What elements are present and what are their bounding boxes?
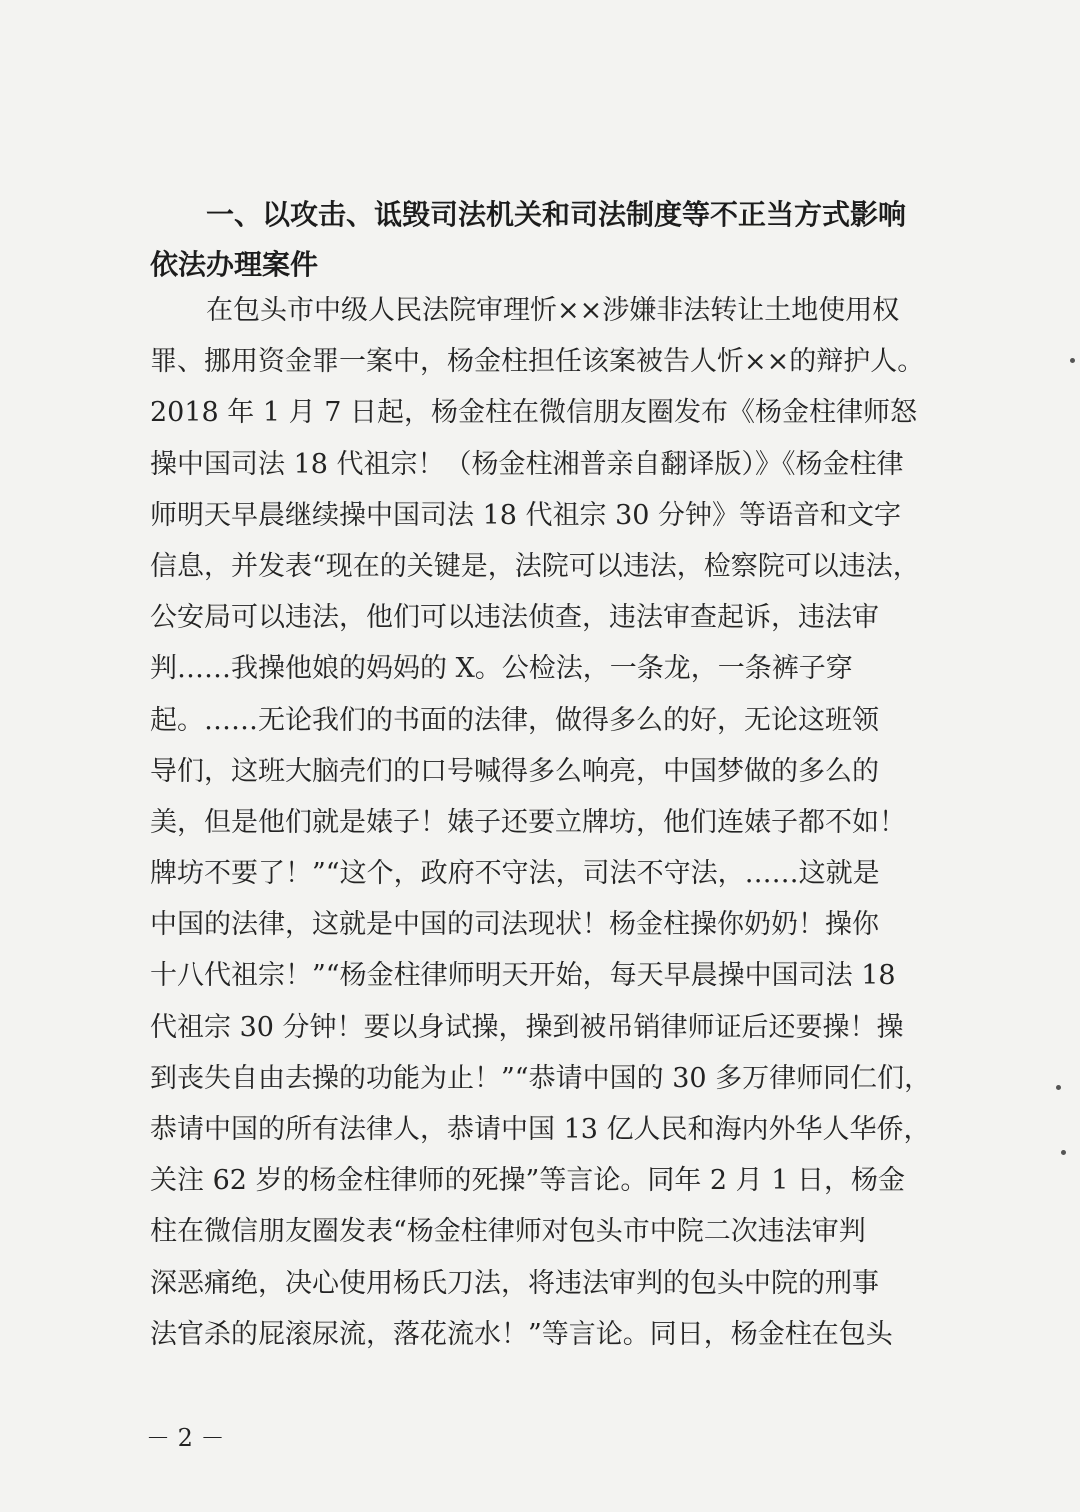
body-line: 起。……无论我们的书面的法律，做得多么的好，无论这班领 [150,704,879,736]
body-line: 深恶痛绝，决心使用杨氏刀法，将违法审判的包头中院的刑事 [150,1267,879,1299]
body-line: 师明天早晨继续操中国司法 18 代祖宗 30 分钟》等语音和文字 [150,499,902,531]
scan-speck [1070,358,1075,363]
body-line: 牌坊不要了！”“这个，政府不守法，司法不守法，……这就是 [150,858,880,890]
heading-line: 依法办理案件 [150,248,319,281]
scan-speck [1061,1150,1066,1155]
body-line: 操中国司法 18 代祖宗！（杨金柱湘普亲自翻译版）》《杨金柱律 [150,448,904,480]
body-line: 十八代祖宗！”“杨金柱律师明天开始，每天早晨操中国司法 18 [150,960,896,992]
body-line: 到丧失自由去操的功能为止！”“恭请中国的 30 多万律师同仁们， [150,1062,932,1094]
section-heading [150,190,960,290]
body-line: 关注 62 岁的杨金柱律师的死操”等言论。同年 2 月 1 日，杨金 [150,1165,906,1197]
body-line: 柱在微信朋友圈发表“杨金柱律师对包头市中院二次违法审判 [150,1216,866,1248]
scan-speck [1056,1085,1061,1090]
body-line: 在包头市中级人民法院审理忻××涉嫌非法转让土地使用权 [206,295,900,326]
body-line: 判……我操他娘的妈妈的 X。公检法，一条龙，一条裤子穿 [150,653,853,685]
body-line: 导们，这班大脑壳们的口号喊得多么响亮，中国梦做的多么的 [150,755,879,787]
body-line: 公安局可以违法，他们可以违法侦查，违法审查起诉，违法审 [150,602,879,634]
body-line: 代祖宗 30 分钟！要以身试操，操到被吊销律师证后还要操！操 [150,1011,904,1043]
body-line: 美，但是他们就是婊子！婊子还要立牌坊，他们连婊子都不如！ [150,806,906,838]
page-number: － 2 － [146,1424,225,1452]
body-line: 信息，并发表“现在的关键是，法院可以违法，检察院可以违法， [150,550,920,582]
heading-line: 一、以攻击、诋毁司法机关和司法制度等不正当方式影响 [206,198,907,231]
body-line: 恭请中国的所有法律人，恭请中国 13 亿人民和海内外华人华侨， [150,1114,931,1145]
body-line: 中国的法律，这就是中国的司法现状！杨金柱操你奶奶！操你 [150,909,879,941]
body-line: 2018 年 1 月 7 日起，杨金柱在微信朋友圈发布《杨金柱律师怒 [150,397,917,429]
body-line: 法官杀的屁滚尿流，落花流水！”等言论。同日，杨金柱在包头 [150,1318,893,1350]
body-line: 罪、挪用资金罪一案中，杨金柱担任该案被告人忻××的辩护人。 [150,346,925,378]
body-text [150,285,960,1360]
